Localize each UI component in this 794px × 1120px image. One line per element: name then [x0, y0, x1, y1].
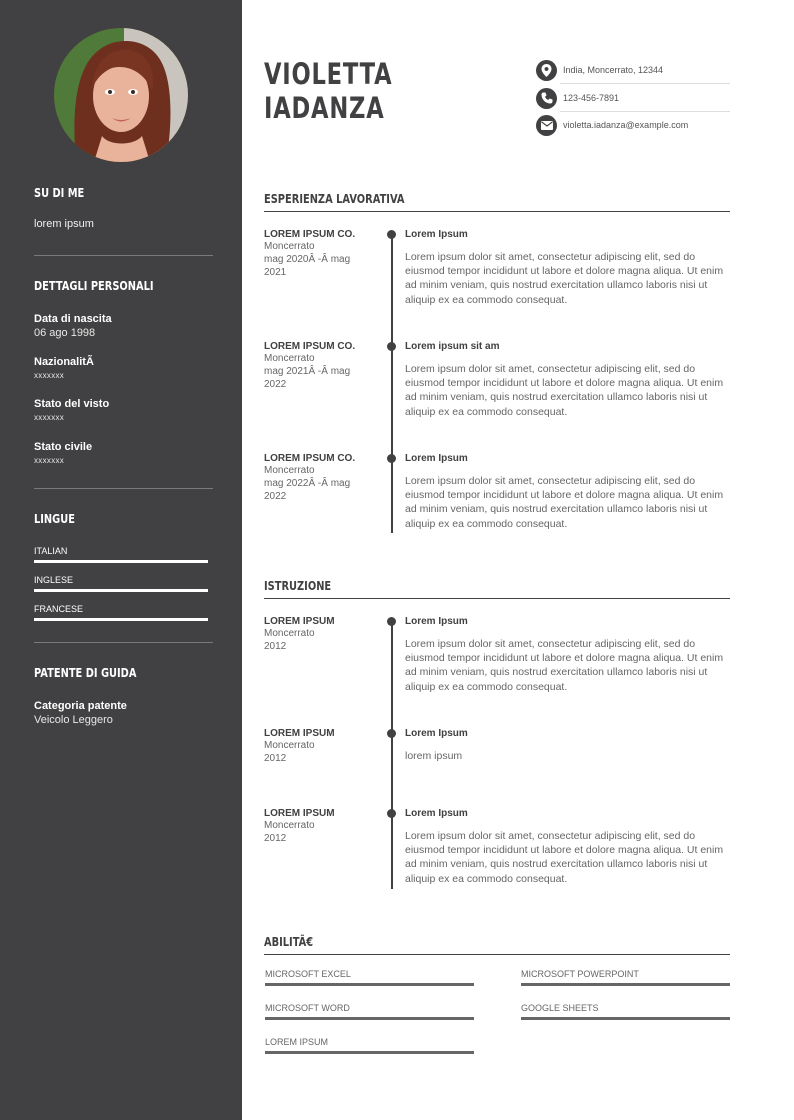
skill-item [265, 1037, 474, 1054]
contact-address [536, 59, 730, 81]
license-section [34, 666, 213, 726]
timeline-dot [387, 454, 396, 463]
phone-icon [536, 88, 557, 109]
education-heading: ISTRUZIONE [264, 579, 332, 593]
skill-bar [521, 1017, 730, 1020]
skill-label: GOOGLE SHEETS [521, 1003, 599, 1013]
skill-item [521, 969, 730, 986]
entry-year: 2022 [264, 379, 287, 390]
language-item [34, 546, 208, 563]
entry-school: LOREM IPSUM [264, 616, 335, 627]
skill-bar [521, 983, 730, 986]
timeline-dot [387, 342, 396, 351]
sidebar-divider [34, 642, 213, 643]
timeline-dot [387, 617, 396, 626]
language-label: FRANCESE [34, 604, 84, 614]
skill-bar [265, 983, 474, 986]
entry-location: Moncerrato [264, 465, 315, 476]
personal-label: Stato del visto [34, 398, 110, 410]
entry-location: Moncerrato [264, 740, 315, 751]
entry-company: LOREM IPSUM CO. [264, 341, 356, 352]
entry-year: 2012 [264, 641, 287, 652]
last-name: IADANZA [264, 91, 385, 125]
location-pin-icon [536, 60, 557, 81]
skills-heading: ABILITÃ€ [264, 935, 314, 949]
license-heading: PATENTE DI GUIDA [34, 666, 137, 680]
contact-phone [536, 87, 730, 109]
sidebar-divider [34, 255, 213, 256]
entry-company: LOREM IPSUM CO. [264, 229, 356, 240]
personal-heading: DETTAGLI PERSONALI [34, 279, 154, 293]
experience-timeline [391, 233, 393, 533]
entry-title: Lorem Ipsum [405, 453, 468, 464]
entry-description: Lorem ipsum dolor sit amet, consectetur adipiscing elit, sed do eiusmod tempor incididunt ut labore et dolore magna aliqua. Ut enim ad minim veniam, quis nostrud exercitation ullamco laboris nisi ut aliquip ex ea commodo consequat. [405, 363, 724, 418]
candidate-name [264, 57, 392, 125]
contact-email-text[interactable]: violetta.iadanza@example.com [563, 120, 689, 130]
contact-email[interactable] [536, 114, 730, 136]
entry-year: 2012 [264, 753, 287, 764]
entry-school: LOREM IPSUM [264, 728, 335, 739]
personal-item [34, 398, 109, 422]
education-timeline [391, 620, 393, 889]
language-bar [34, 560, 208, 563]
entry-dates: mag 2022Â -Â mag [264, 478, 351, 489]
entry-description: Lorem ipsum dolor sit amet, consectetur adipiscing elit, sed do eiusmod tempor incididunt ut labore et dolore magna aliqua. Ut enim ad minim veniam, quis nostrud exercitation ullamco laboris nisi ut aliquip ex ea commodo consequat. [405, 830, 724, 885]
entry-title: Lorem Ipsum [405, 229, 468, 240]
entry-location: Moncerrato [264, 628, 315, 639]
first-name: VIOLETTA [264, 57, 393, 91]
personal-value: xxxxxxx [34, 456, 65, 465]
skill-label: MICROSOFT EXCEL [265, 969, 351, 979]
skill-bar [265, 1051, 474, 1054]
language-label: ITALIAN [34, 546, 68, 556]
entry-description: lorem ipsum [405, 750, 463, 762]
timeline-dot [387, 729, 396, 738]
entry-location: Moncerrato [264, 353, 315, 364]
personal-label: Stato civile [34, 441, 93, 453]
skill-bar [265, 1017, 474, 1020]
personal-label: NazionalitÃ [34, 356, 94, 368]
entry-dates: mag 2021Â -Â mag [264, 366, 351, 377]
personal-item [34, 313, 112, 339]
entry-title: Lorem ipsum sit am [405, 341, 500, 352]
entry-title: Lorem Ipsum [405, 616, 468, 627]
entry-description: Lorem ipsum dolor sit amet, consectetur adipiscing elit, sed do eiusmod tempor incididunt ut labore et dolore magna aliqua. Ut enim ad minim veniam, quis nostrud exercitation ullamco laboris nisi ut aliquip ex ea commodo consequat. [405, 475, 724, 530]
skill-item [521, 1003, 730, 1020]
license-value: Veicolo Leggero [34, 714, 113, 726]
experience-heading: ESPERIENZA LAVORATIVA [264, 192, 405, 206]
sidebar [0, 0, 242, 1120]
license-label: Categoria patente [34, 700, 127, 712]
entry-year: 2021 [264, 267, 287, 278]
language-bar [34, 618, 208, 621]
languages-section [34, 512, 213, 614]
skill-label: MICROSOFT POWERPOINT [521, 969, 639, 979]
about-heading: SU DI ME [34, 186, 85, 200]
experience-rule [264, 211, 730, 212]
entry-year: 2022 [264, 491, 287, 502]
sidebar-divider [34, 488, 213, 489]
language-item [34, 604, 208, 621]
skill-item [265, 969, 474, 986]
entry-year: 2012 [264, 833, 287, 844]
entry-dates: mag 2020Â -Â mag [264, 254, 351, 265]
entry-title: Lorem Ipsum [405, 808, 468, 819]
entry-description: Lorem ipsum dolor sit amet, consectetur adipiscing elit, sed do eiusmod tempor incididunt ut labore et dolore magna aliqua. Ut enim ad minim veniam, quis nostrud exercitation ullamco laboris nisi ut aliquip ex ea commodo consequat. [405, 638, 724, 693]
personal-item [34, 356, 94, 380]
contact-phone-text: 123-456-7891 [563, 93, 620, 103]
entry-title: Lorem Ipsum [405, 728, 468, 739]
personal-section [34, 279, 213, 465]
timeline-dot [387, 809, 396, 818]
contact-address-text: India, Moncerrato, 12344 [563, 65, 664, 75]
language-label: INGLESE [34, 575, 74, 585]
personal-label: Data di nascita [34, 313, 112, 325]
languages-heading: LINGUE [34, 512, 75, 526]
entry-location: Moncerrato [264, 241, 315, 252]
personal-value: xxxxxxx [34, 413, 65, 422]
personal-item [34, 441, 92, 465]
personal-value: xxxxxxx [34, 371, 65, 380]
about-section [34, 186, 213, 230]
skill-label: MICROSOFT WORD [265, 1003, 350, 1013]
timeline-dot [387, 230, 396, 239]
entry-location: Moncerrato [264, 820, 315, 831]
email-icon [536, 115, 557, 136]
contact-separator [560, 83, 730, 84]
entry-company: LOREM IPSUM CO. [264, 453, 356, 464]
contact-separator [560, 111, 730, 112]
language-bar [34, 589, 208, 592]
skill-label: LOREM IPSUM [265, 1037, 329, 1047]
language-item [34, 575, 208, 592]
personal-value: 06 ago 1998 [34, 327, 96, 339]
skills-rule [264, 954, 730, 955]
about-text: lorem ipsum [34, 218, 94, 230]
entry-description: Lorem ipsum dolor sit amet, consectetur adipiscing elit, sed do eiusmod tempor incididunt ut labore et dolore magna aliqua. Ut enim ad minim veniam, quis nostrud exercitation ullamco laboris nisi ut aliquip ex ea commodo consequat. [405, 251, 724, 306]
education-rule [264, 598, 730, 599]
profile-photo [54, 28, 188, 162]
entry-school: LOREM IPSUM [264, 808, 335, 819]
skill-item [265, 1003, 474, 1020]
